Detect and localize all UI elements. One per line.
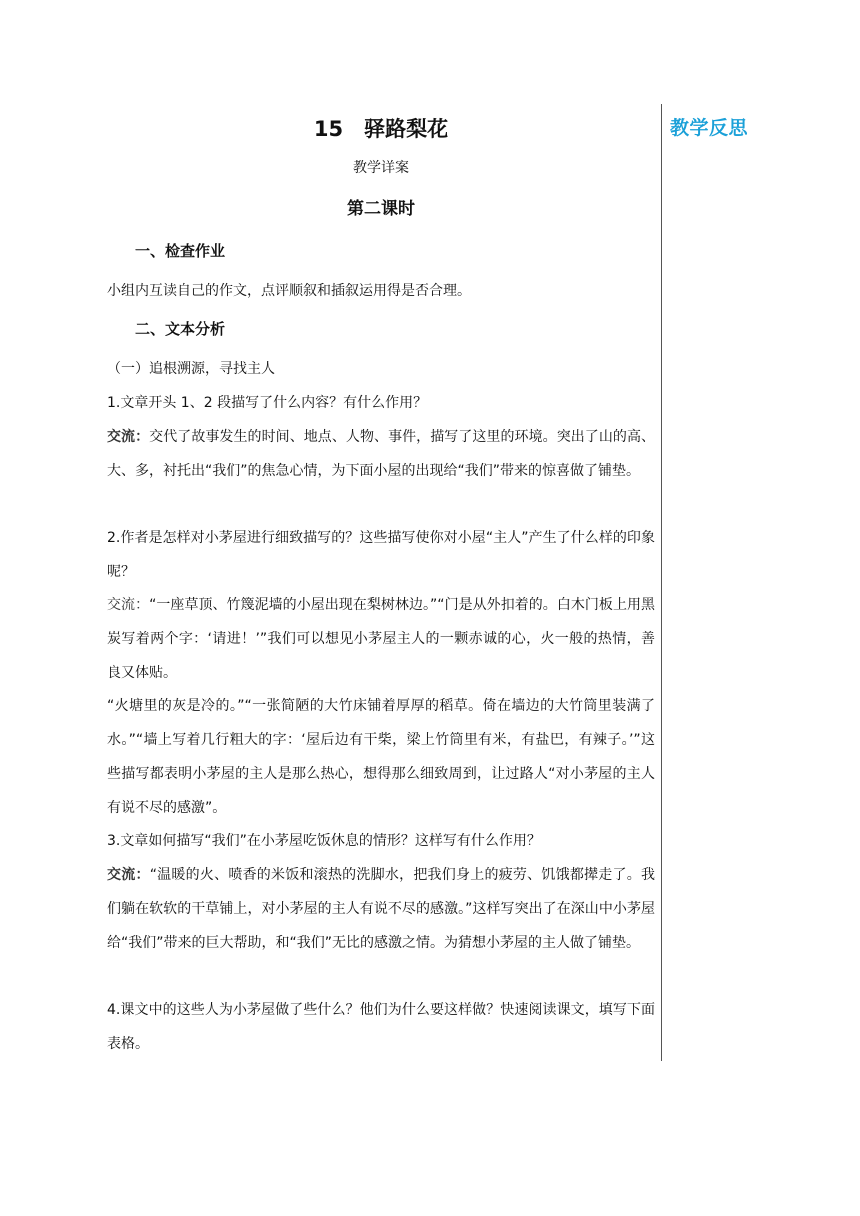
page-subtitle: 教学详案: [353, 160, 409, 176]
section-heading-homework: 一、检查作业: [135, 242, 226, 260]
question-3: 3.文章如何描写“我们”在小茅屋吃饭休息的情形？这样写有什么作用？: [107, 833, 541, 849]
homework-text: 小组内互读自己的作文，点评顺叙和插叙运用得是否合理。: [107, 283, 471, 299]
answer-2: [107, 588, 655, 690]
answer-label: 交流：: [107, 867, 150, 883]
teaching-reflection-heading: 教学反思: [670, 117, 749, 139]
answer-label: 交流：: [107, 597, 150, 613]
answer-3: [107, 858, 655, 960]
answer-label: 交流：: [107, 429, 150, 445]
subsection-heading: （一）追根溯源，寻找主人: [107, 361, 275, 377]
question-1: 1.文章开头 1、2 段描写了什么内容？有什么作用？: [107, 395, 428, 411]
answer-1: [107, 420, 655, 488]
lesson-heading: 第二课时: [347, 199, 415, 219]
answer-2-continued: “火塘里的灰是冷的。”“一张简陋的大竹床铺着厚厚的稻草。倚在墙边的大竹筒里装满了水。”“墙上写着几行粗大的字：‘屋后边有干柴，梁上竹筒里有米，有盐巴，有辣子。’”这些描写都表明小茅屋的主人是那么热心，想得那么细致周到，让过路人“对小茅屋的主人有说不尽的感激”。: [107, 698, 655, 816]
page-title: 15 驿路梨花: [313, 117, 449, 141]
question-4: 4.课文中的这些人为小茅屋做了些什么？他们为什么要这样做？快速阅读课文，填写下面表格。: [107, 1002, 655, 1052]
column-divider: [661, 104, 662, 1061]
answer-2-text: “一座草顶、竹篾泥墙的小屋出现在梨树林边。”“门是从外扣着的。白木门板上用黑炭写着两个字：‘请进！’”我们可以想见小茅屋主人的一颗赤诚的心，火一般的热情，善良又体贴。: [107, 597, 656, 681]
answer-3-text: “温暖的火、喷香的米饭和滚热的洗脚水，把我们身上的疲劳、饥饿都撵走了。我们躺在软软的干草铺上，对小茅屋的主人有说不尽的感激。”这样写突出了在深山中小茅屋给“我们”带来的巨大帮助，和“我们”无比的感激之情。为猜想小茅屋的主人做了铺垫。: [107, 867, 655, 951]
section-heading-analysis: 二、文本分析: [135, 320, 226, 338]
question-2: 2.作者是怎样对小茅屋进行细致描写的？这些描写使你对小屋“主人”产生了什么样的印象呢？: [107, 530, 655, 580]
answer-1-text: 交代了故事发生的时间、地点、人物、事件，描写了这里的环境。突出了山的高、大、多，衬托出“我们”的焦急心情，为下面小屋的出现给“我们”带来的惊喜做了铺垫。: [107, 429, 656, 479]
